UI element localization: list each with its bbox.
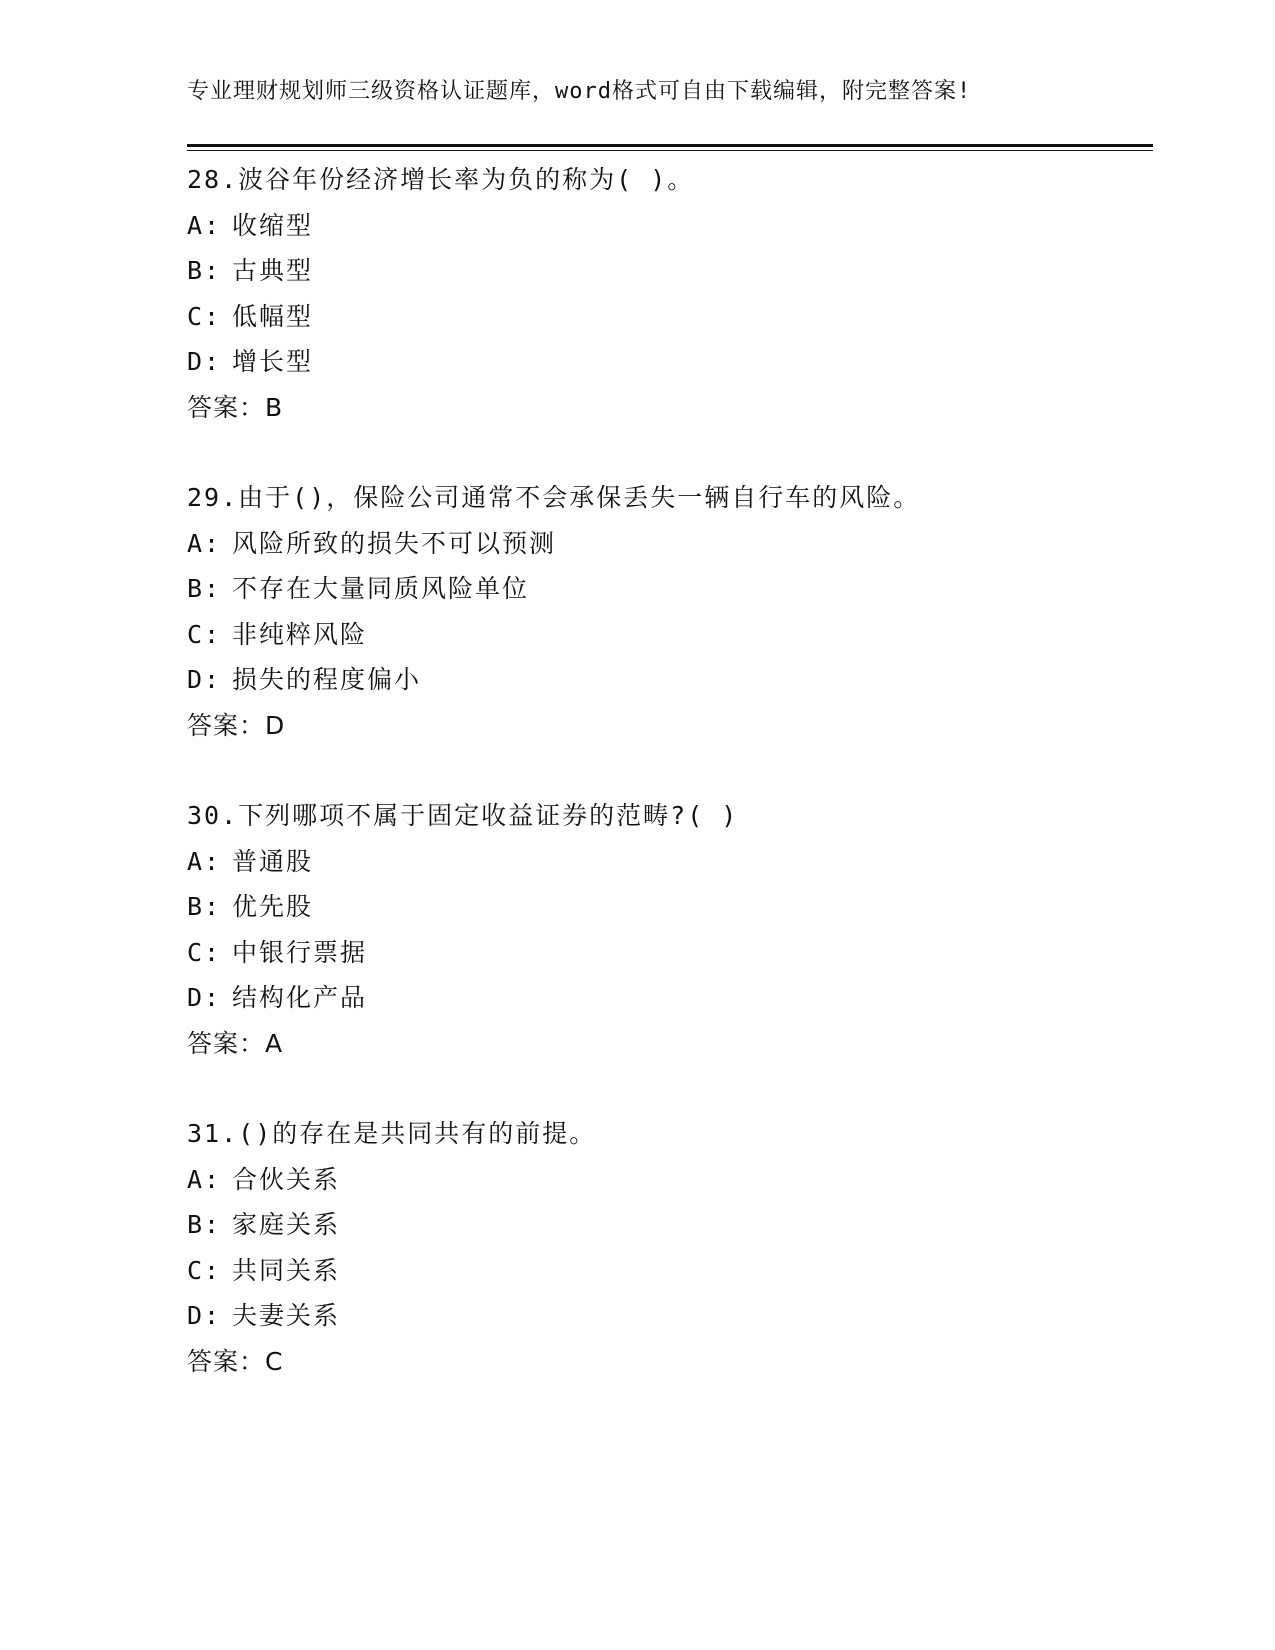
option-text: 优先股 [232,892,314,921]
option-c [187,612,1147,658]
page-header: 专业理财规划师三级资格认证题库，word格式可自由下载编辑，附完整答案! [187,79,972,104]
option-d [187,1293,1147,1339]
question-28 [187,157,1147,475]
option-letter: A: [187,846,222,876]
answer-line: 答案：C [187,1346,284,1376]
option-text: 夫妻关系 [232,1301,341,1330]
option-d [187,975,1147,1021]
option-b [187,884,1147,930]
question-stem: 31.()的存在是共同共有的前提。 [187,1119,597,1148]
option-letter: D: [187,1301,222,1330]
option-text: 结构化产品 [232,983,368,1012]
option-b [187,566,1147,612]
option-text: 非纯粹风险 [232,619,368,649]
question-list [187,157,1147,1429]
option-a [187,1157,1147,1203]
option-text: 收缩型 [232,210,314,240]
question-30 [187,793,1147,1111]
option-text: 古典型 [232,256,314,285]
option-d [187,657,1147,703]
option-c [187,930,1147,976]
option-a [187,203,1147,249]
option-letter: B: [187,256,222,285]
option-letter: B: [187,1210,222,1239]
option-d [187,339,1147,385]
option-letter: B: [187,892,222,921]
header-divider-thick [187,144,1153,147]
option-text: 普通股 [232,846,314,876]
option-letter: C: [187,1255,222,1285]
option-letter: D: [187,983,222,1012]
option-text: 不存在大量同质风险单位 [232,574,530,603]
option-letter: C: [187,301,222,331]
question-31 [187,1111,1147,1429]
option-b [187,248,1147,294]
option-letter: B: [187,574,222,603]
option-letter: A: [187,528,222,558]
option-text: 共同关系 [232,1255,341,1285]
option-text: 合伙关系 [232,1164,341,1194]
question-stem: 28.波谷年份经济增长率为负的称为( )。 [187,165,695,194]
option-letter: D: [187,665,222,694]
option-c [187,1248,1147,1294]
option-text: 增长型 [232,347,314,376]
header-divider-thin [187,150,1153,151]
option-b [187,1202,1147,1248]
question-stem: 30.下列哪项不属于固定收益证券的范畴?( ) [187,801,739,830]
option-a [187,839,1147,885]
answer-line: 答案：B [187,392,284,422]
option-letter: A: [187,210,222,240]
option-text: 家庭关系 [232,1210,341,1239]
option-text: 风险所致的损失不可以预测 [232,528,557,558]
option-text: 损失的程度偏小 [232,665,422,694]
option-c [187,294,1147,340]
option-text: 低幅型 [232,301,314,331]
answer-line: 答案：A [187,1028,284,1058]
option-letter: D: [187,347,222,376]
answer-line: 答案：D [187,710,286,740]
question-29 [187,475,1147,793]
option-letter: C: [187,937,222,967]
option-letter: C: [187,619,222,649]
option-a [187,521,1147,567]
option-letter: A: [187,1164,222,1194]
option-text: 中银行票据 [232,937,368,967]
question-stem: 29.由于()，保险公司通常不会承保丢失一辆自行车的风险。 [187,483,921,512]
